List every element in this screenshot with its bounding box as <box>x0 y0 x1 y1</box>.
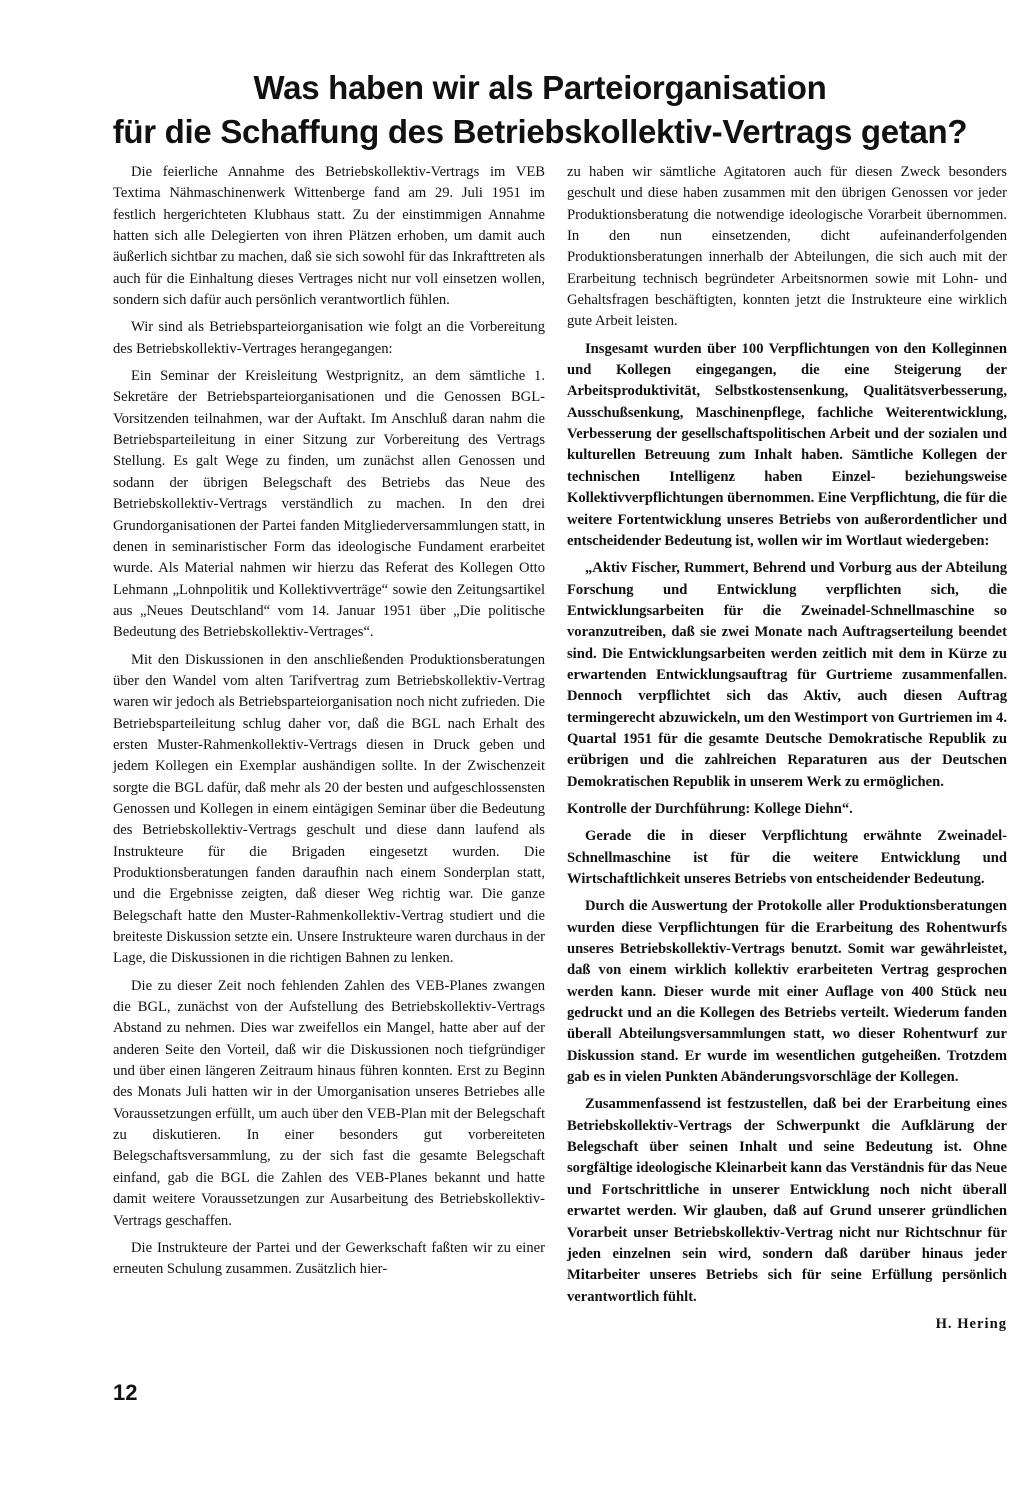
paragraph: Die zu dieser Zeit noch fehlenden Zahlen des VEB-Planes zwangen die BGL, zunächst von der Aufstellung des Betriebskollektiv-Vertrags Abstand zu nehmen. Dies war zweifellos ein Mangel, hatte aber auf der anderen Seite den Vorteil, daß wir die Diskussionen noch tiefgründiger und über einen längeren Zeitraum hinaus führen konnten. Erst zu Beginn des Monats Juli hatten wir in der Umorganisation unseres Betriebes alle Voraussetzungen erfüllt, um auch über den VEB-Plan mit der Belegschaft zu diskutieren. In einer besonders gut vorbereiteten Belegschaftsversammlung, zu der sich fast die gesamte Belegschaft einfand, gab die BGL die Zahlen des VEB-Planes bekannt und hatte damit weitere Voraussetzungen zur Ausarbeitung des Betriebskollektiv-Vertrags geschaffen. <box>113 977 545 1229</box>
quote-closing: Kontrolle der Durchführung: Kollege Diehn“. <box>567 800 853 817</box>
left-column <box>113 162 545 1287</box>
headline-line-1: Was haben wir als Parteiorganisation <box>253 69 827 106</box>
article-headline <box>60 66 1020 154</box>
paragraph: Zusammenfassend ist festzustellen, daß bei der Erarbeitung eines Betriebskollektiv-Vertrags der Schwerpunkt die Aufklärung der Belegschaft über seinen Inhalt und seine Bedeutung ist. Ohne sorgfältige ideologische Kleinarbeit kann das Verständnis für das Neue und Fortschrittliche in unserer Entwicklung noch nicht überall erwartet werden. Wir glauben, daß auf Grund unserer gründlichen Vorarbeit unser Betriebskollektiv-Vertrag nicht nur Richtschnur für jeden einzelnen sein wird, sondern daß darüber hinaus jeder Mitarbeiter unseres Betriebs sich für seine Erfüllung persönlich verantwortlich fühlt. <box>567 1096 1008 1305</box>
quote-paragraph: „Aktiv Fischer, Rummert, Behrend und Vorburg aus der Abteilung Forschung und Entwicklung verpflichten sich, die Entwicklungsarbeiten für die Zweinadel-Schnellmaschine so voranzutreiben, daß sie zwei Monate nach Auftragserteilung beendet sind. Die Entwicklungsarbeiten werden zeitlich mit dem in Kürze zu erwartenden Entwicklungsauftrag für Gurtrieme zusammenfallen. Dennoch verpflichtet sich das Aktiv, auch diesen Auftrag termingerecht abzuwickeln, um den Westimport von Gurtriemen im 4. Quartal 1951 für die gesamte Deutsche Demokratische Republik zu erübrigen und die zahlreichen Reparaturen aus der Deutschen Demokratischen Republik in unserem Werk zu ermöglichen. <box>567 560 1007 790</box>
paragraph: Mit den Diskussionen in den anschließenden Produktionsberatungen über den Wandel vom alten Tarifvertrag zum Betriebskollektiv-Vertrag waren wir jedoch als Betriebsparteiorganisation noch nicht zufrieden. Die Betriebsparteileitung schlug daher vor, daß die BGL nach Erhalt des ersten Muster-Rahmenkollektiv-Vertrags diesen in Druck geben und jedem Kollegen ein Exemplar aushändigen sollte. In der Zwischenzeit sorgte die BGL dafür, daß mehr als 20 der besten und aufgeschlossensten Genossen und Kollegen in einem eintägigen Seminar über die Bedeutung des Betriebskollektiv-Vertrags geschult und diese dann laufend als Instrukteure für die Brigaden eingesetzt wurden. Die Produktionsberatungen fanden daraufhin nach einem Sonderplan statt, und die Ergebnisse zeigten, daß dieser Weg richtig war. Die ganze Belegschaft hatte den Muster-Rahmenkollektiv-Vertrag studiert und die breiteste Diskussion setzte ein. Unsere Instrukteure waren durchaus in der Lage, die Diskussionen in die richtigen Bahnen zu lenken. <box>113 651 545 967</box>
paragraph: Gerade die in dieser Verpflichtung erwähnte Zweinadel-Schnellmaschine ist für die weitere Entwicklung und Wirtschaftlichkeit unseres Betriebs von entscheidender Bedeutung. <box>567 828 1007 887</box>
author-signature: H. Hering <box>935 1315 1007 1332</box>
right-column <box>567 162 1007 1335</box>
paragraph: Wir sind als Betriebsparteiorganisation wie folgt an die Vorbereitung des Betriebskollektiv-Vertrages herangegangen: <box>113 319 545 357</box>
paragraph: Insgesamt wurden über 100 Verpflichtungen von den Kolleginnen und Kollegen eingegangen, die eine Steigerung der Arbeitsproduktivität, Selbstkostensenkung, Qualitätsverbesserung, Ausschußsenkung, Maschinenpflege, fachliche Weiterentwicklung, Verbesserung der gesellschaftspolitischen Arbeit und der sozialen und kulturellen Betreuung zum Inhalt haben. Sämtliche Kollegen der technischen Intelligenz haben Einzel- beziehungsweise Kollektivverpflichtungen übernommen. Eine Verpflichtung, die für die weitere Fortentwicklung unseres Betriebs von außerordentlicher und entscheidender Bedeutung ist, wollen wir im Wortlaut wiedergeben: <box>567 340 1007 549</box>
paragraph: Die Instrukteure der Partei und der Gewerkschaft faßten wir zu einer erneuten Schulung zusammen. Zusätzlich hier- <box>113 1239 545 1278</box>
page-number: 12 <box>113 1380 138 1405</box>
paragraph: Die feierliche Annahme des Betriebskollektiv-Vertrags im VEB Textima Nähmaschinenwerk Wittenberge fand am 29. Juli 1951 im festlich hergerichteten Klubhaus statt. Zu der einstimmigen Annahme hatten sich alle Delegierten von ihren Plätzen erhoben, um damit auch äußerlich sichtbar zu machen, daß sie sich sowohl für das Inkrafttreten als auch für die Einhaltung dieses Vertrages nicht nur voll einsetzen wollen, sondern sich dafür auch persönlich verantwortlich fühlen. <box>113 164 545 309</box>
paragraph: zu haben wir sämtliche Agitatoren auch für diesen Zweck besonders geschult und diese haben zusammen mit den übrigen Genossen vor jeder Produktionsberatung die notwendige ideologische Vorarbeit übernommen. In den nun einsetzenden, dicht aufeinanderfolgenden Produktionsberatungen innerhalb der Abteilungen, die sich auch mit der Erarbeitung technisch begründeter Arbeitsnormen sowie mit Lohn- und Gehaltsfragen beschäftigten, konnten jetzt die Instrukteure eine wirklich gute Arbeit leisten. <box>567 164 1007 330</box>
paragraph: Durch die Auswertung der Protokolle aller Produktionsberatungen wurden diese Verpflichtungen für die Erarbeitung des Rohentwurfs unseres Betriebskollektiv-Vertrags benutzt. Somit war gewährleistet, daß von einem wirklich kollektiv erarbeiteten Vertrag gesprochen werden kann. Dieser wurde mit einer Auflage von 400 Stück neu gedruckt und an die Kollegen des Betriebs verteilt. Wiederum fanden überall Abteilungsversammlungen statt, wo dieser Rohentwurf zur Diskussion stand. Er wurde im wesentlichen gutgeheißen. Trotzdem gab es in vielen Punkten Abänderungsvorschläge der Kollegen. <box>567 898 1007 1086</box>
headline-line-2: für die Schaffung des Betriebskollektiv-Vertrags getan? <box>112 113 968 150</box>
paragraph: Ein Seminar der Kreisleitung Westprignitz, an dem sämtliche 1. Sekretäre der Betriebsparteiorganisationen und die Genossen BGL-Vorsitzenden teilnahmen, war der Auftakt. Im Anschluß daran nahm die Betriebsparteileitung in einer Sitzung zur Vorbereitung des Vertrags Stellung. Es galt Wege zu finden, um zunächst allen Genossen und sodann der übrigen Belegschaft des Betriebs das Neue des Betriebskollektiv-Vertrags verständlich zu machen. In den drei Grundorganisationen der Partei fanden Mitgliederversammlungen statt, in denen in seminaristischer Form das ideologische Fundament erarbeitet wurde. Als Material nahmen wir hierzu das Referat des Kollegen Otto Lehmann „Lohnpolitik und Kollektivverträge“ sowie den Zeitungsartikel aus „Neues Deutschland“ vom 14. Januar 1951 über „Die politische Bedeutung des Betriebskollektiv-Vertrages“. <box>113 368 545 641</box>
